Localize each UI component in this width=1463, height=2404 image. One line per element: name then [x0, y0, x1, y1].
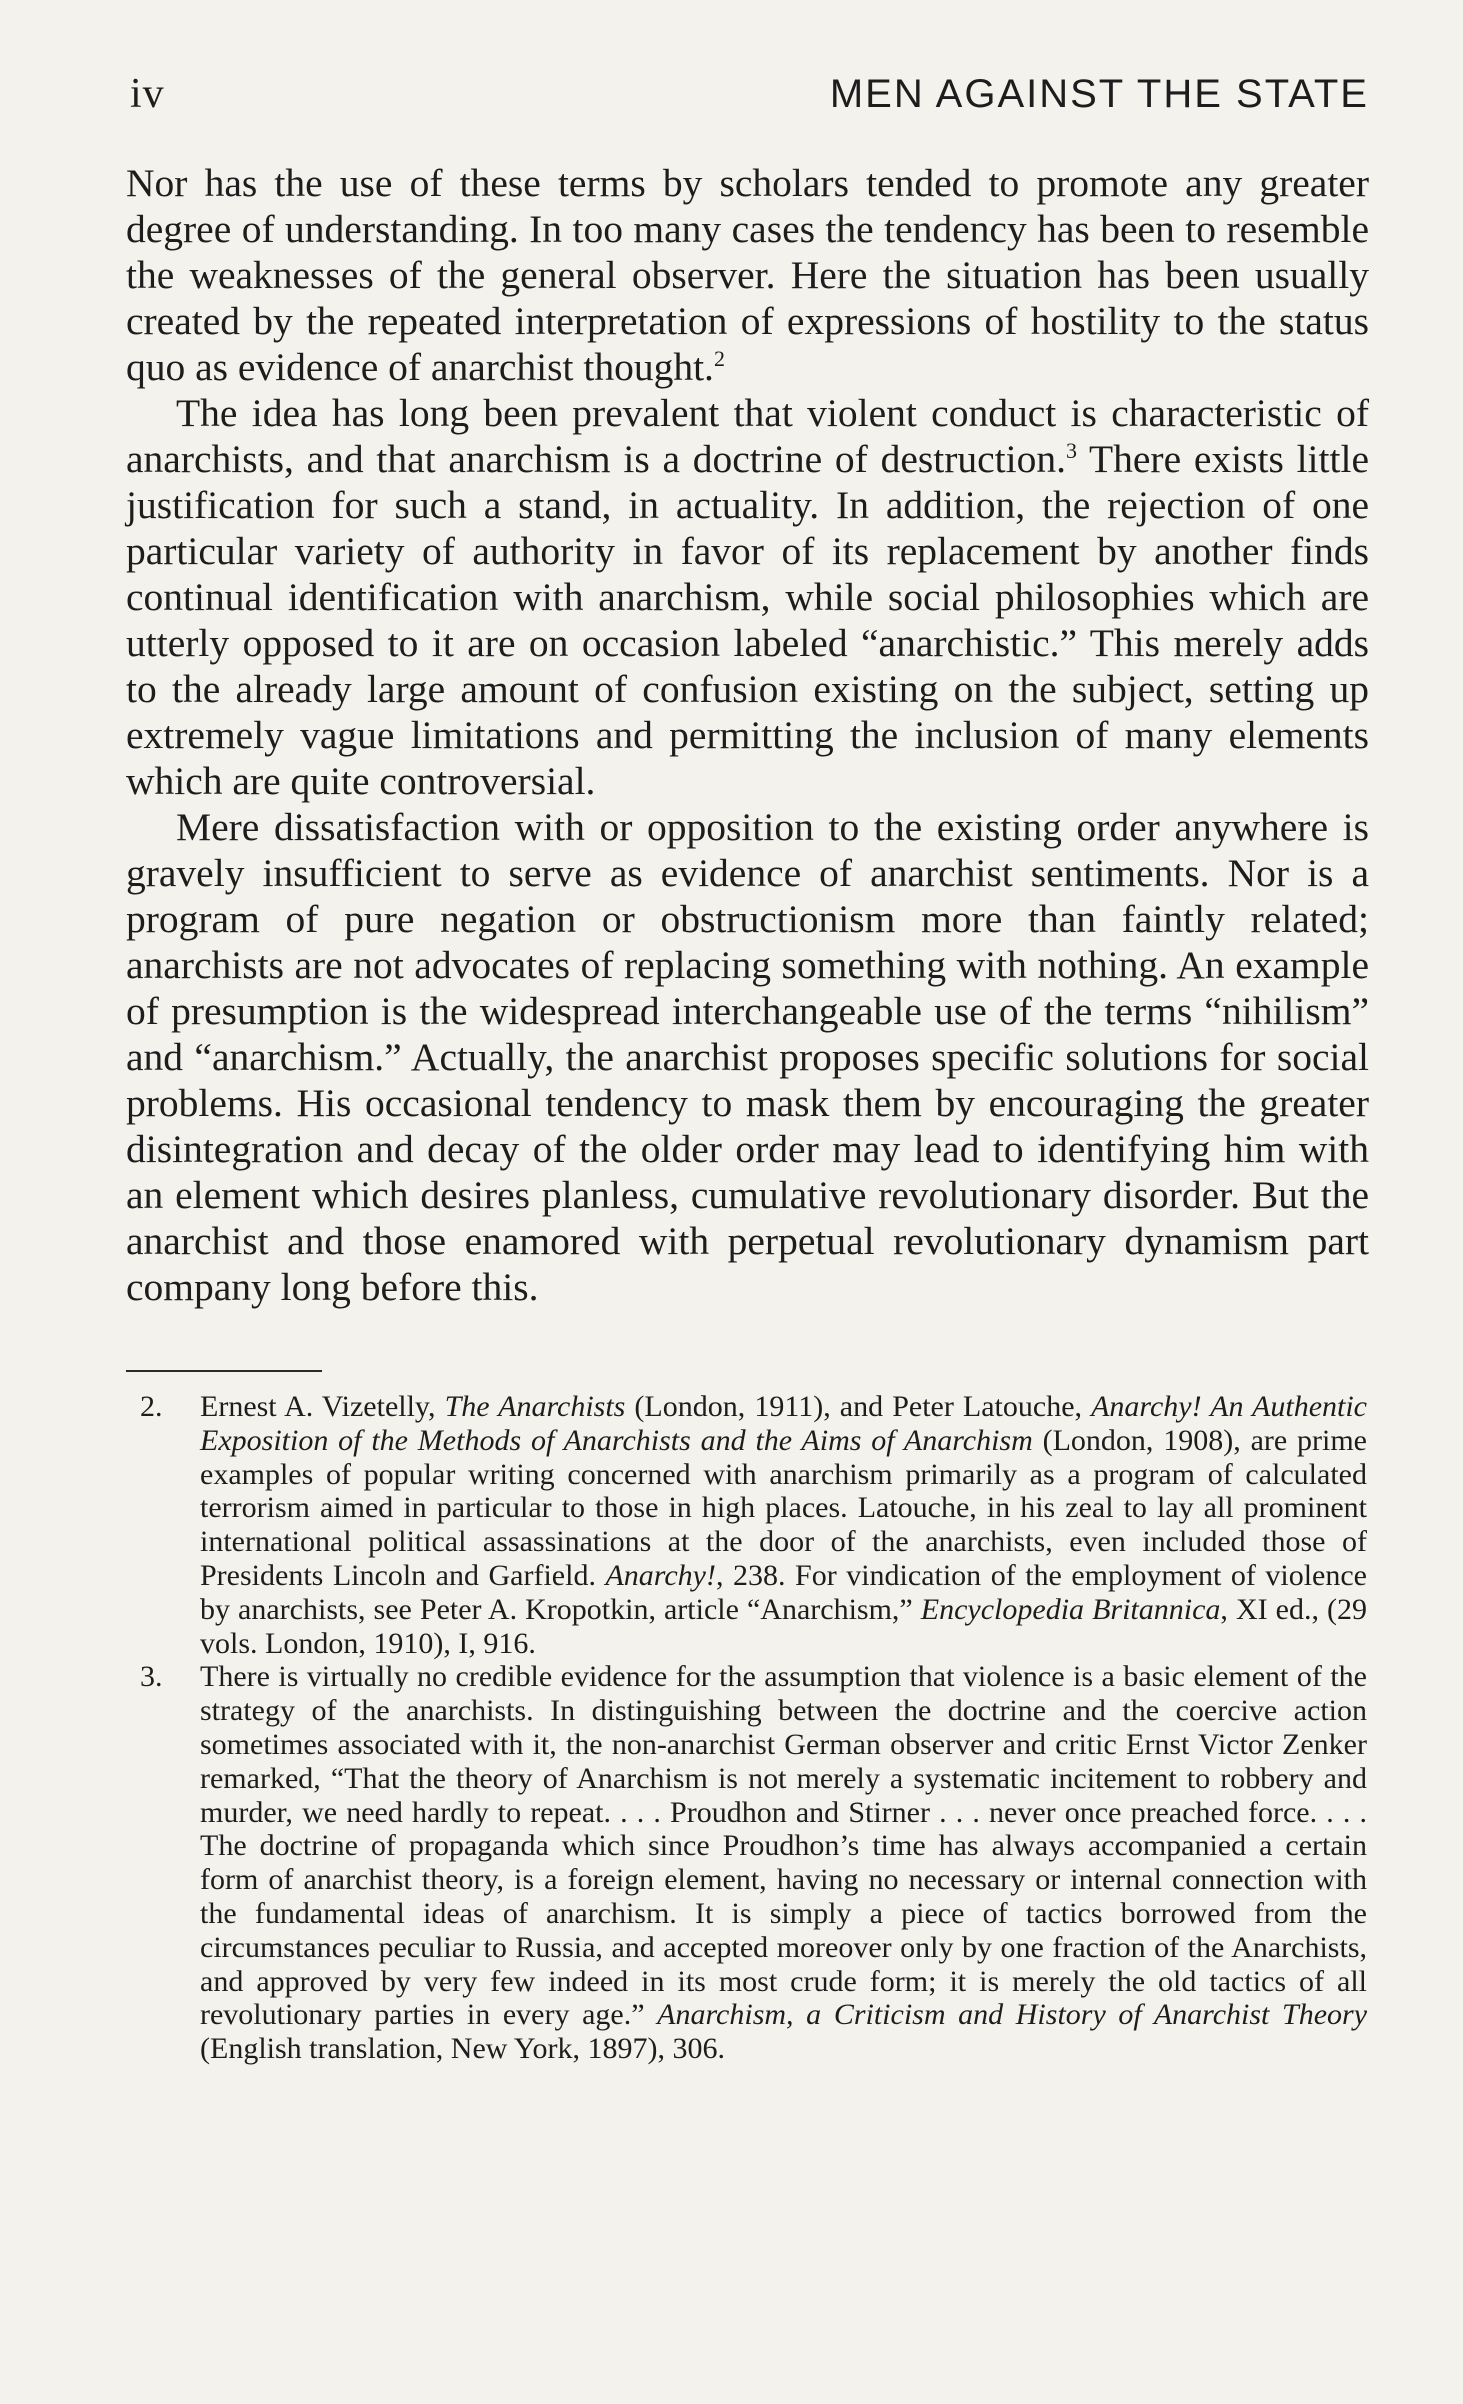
text-run: (London, 1911), and Peter Latouche,	[625, 1390, 1092, 1423]
footnote	[140, 1660, 1367, 2066]
text-run: , 238. For vindication of the employment of violence by anarchists, see Peter A. Kropotkin, article “Anarchism,”	[200, 1558, 1367, 1626]
text-run: There exists little justification for such a stand, in actuality. In addition, the rejection of one particular variety of authority in favor of its replacement by another finds continual identification with anarchism, while social philosophies which are utterly opposed to it are on occasion labeled “anarchistic.” This merely adds to the already large amount of confusion existing on the subject, setting up extremely vague limitations and permitting the inclusion of many elements which are quite controversial.	[126, 437, 1369, 803]
paragraph	[126, 160, 1369, 390]
footnote	[140, 1390, 1367, 1660]
text-run: Nor has the use of these terms by scholars tended to promote any greater degree of understanding. In too many cases the tendency has been to resemble the weaknesses of the general observer. Here the situation has been usually created by the repeated interpretation of expressions of hostility to the status quo as evidence of anarchist thought.	[126, 161, 1369, 389]
body-text	[126, 160, 1369, 1310]
paragraph	[126, 390, 1369, 804]
footnote-text	[200, 1390, 1367, 1660]
footnote-number: 3.	[140, 1660, 163, 1694]
paragraph	[126, 804, 1369, 1310]
running-title: MEN AGAINST THE STATE	[829, 71, 1369, 116]
text-run: Mere dissatisfaction with or opposition to the existing order anywhere is gravely insufficient to serve as evidence of anarchist sentiments. Nor is a program of pure negation or obstructionism more than faintly related; anarchists are not advocates of replacing something with nothing. An example of presumption is the widespread interchangeable use of the terms “nihilism” and “anarchism.” Actually, the anarchist proposes specific solutions for social problems. His occasional tendency to mask them by encouraging the greater disintegration and decay of the older order may lead to identifying him with an element which desires planless, cumulative revolutionary disorder. But the anarchist and those enamored with perpetual revolutionary dynamism part company long before this.	[126, 805, 1369, 1309]
footnote-ref: 3	[1065, 437, 1077, 463]
text-run: (London, 1908), are prime examples of popular writing concerned with anarchism primarily as a program of calculated terrorism aimed in particular to those in high places. Latouche, in his zeal to lay all prominent international political assassinations at the door of the anarchists, even included those of Presidents Lincoln and Garfield.	[200, 1423, 1368, 1592]
italic-title: Anarchism, a Criticism and History of Anarchist Theory	[657, 1998, 1368, 2032]
text-run: (English translation, New York, 1897), 306.	[200, 2032, 725, 2066]
footnotes	[140, 1390, 1367, 2066]
italic-title: The Anarchists	[444, 1390, 626, 1423]
text-run: Ernest A. Vizetelly,	[200, 1390, 445, 1423]
footnote-divider	[126, 1370, 322, 1372]
italic-title: Encyclopedia Britannica	[920, 1592, 1221, 1626]
footnote-number: 2.	[140, 1390, 163, 1423]
italic-title: Anarchy!	[605, 1558, 716, 1592]
text-run: The idea has long been prevalent that violent conduct is characteristic of anarchists, and that anarchism is a doctrine of destruction.	[126, 391, 1369, 481]
footnote-ref: 2	[713, 345, 725, 371]
text-run: , XI ed., (29 vols. London, 1910), I, 916.	[200, 1592, 1367, 1660]
footnote-text	[200, 1660, 1367, 2066]
italic-title: Anarchy! An Authentic Exposition of the Methods of Anarchists and the Aims of Anarchism	[200, 1390, 1367, 1457]
running-head	[130, 64, 1369, 124]
text-run: There is virtually no credible evidence for the assumption that violence is a basic element of the strategy of the anarchists. In distinguishing between the doctrine and the coercive action sometimes associated with it, the non-anarchist German observer and critic Ernst Victor Zenker remarked, “That the theory of Anarchism is not merely a systematic incitement to robbery and murder, we need hardly to repeat. . . . Proudhon and Stirner . . . never once preached force. . . . The doctrine of propaganda which since Proudhon’s time has always accompanied a certain form of anarchist theory, is a foreign element, having no necessary or internal connection with the fundamental ideas of anarchism. It is simply a piece of tactics borrowed from the circumstances peculiar to Russia, and accepted moreover only by one fraction of the Anarchists, and approved by very few indeed in its most crude form; it is merely the old tactics of all revolutionary parties in every age.”	[200, 1660, 1367, 2032]
page-number: iv	[130, 71, 165, 117]
